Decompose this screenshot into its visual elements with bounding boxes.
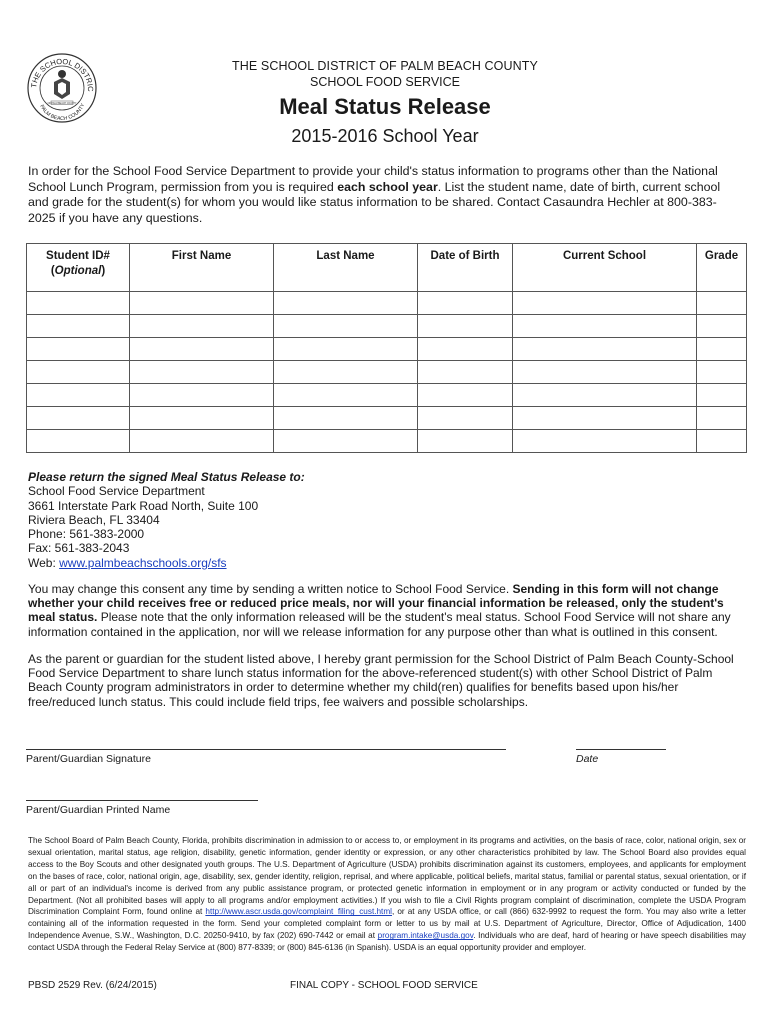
grade-cell[interactable] [697,430,747,453]
return-address-block [28,470,305,570]
return-phone: Phone: 561-383-2000 [28,527,145,542]
signature-label: Parent/Guardian Signature [26,753,151,765]
school-cell[interactable] [513,338,697,361]
first-name-cell[interactable] [130,407,274,430]
school-cell[interactable] [513,361,697,384]
student-id-cell[interactable] [27,361,130,384]
return-web-label: Web: [28,555,60,570]
header-date-of-birth: Date of Birth [418,244,513,292]
seal-ribbon-text: OF PALM BEACH COUNTY [47,102,77,105]
intro-paragraph [28,164,744,226]
legal-text-1: The School Board of Palm Beach County, Florida, prohibits discrimination in admission to or access to, or employment in its programs and activities, on the basis of race, color, national origin, sex or sexual orientation, marital status, age religion, disability, genetic information, gender identity or expression, or any other characteristics prohibited by law. The School Board also provides equal access to the Boy Scouts and other designated youth groups. The U.S. Department of Agriculture (USDA) prohibits discrimination against its customers, employees, and applicants for employment on the bases of race, color, national origin, age, disability, sex, gender identity, religion, reprisal, and where applicable, political beliefs, marital status, familial or parental status, sexual orientation, or if all or part of an individual's income is derived from any public assistance program, or protected genetic information in employment or in any program or activity conducted or funded by the Department. (Not all prohibited bases will apply to all programs and/or employment activities.) If you wish to file a Civil Rights program complaint of discrimination, complete the USDA Program Discrimination Complaint Form, found online at [28,836,746,917]
table-row [27,384,747,407]
last-name-cell[interactable] [274,361,418,384]
header-first-name: First Name [130,244,274,292]
first-name-cell[interactable] [130,315,274,338]
district-name: THE SCHOOL DISTRICT OF PALM BEACH COUNTY [232,59,538,73]
dob-cell[interactable] [418,361,513,384]
table-row [27,361,747,384]
return-department: School Food Service Department [28,484,205,499]
signature-line[interactable] [26,749,506,750]
school-cell[interactable] [513,407,697,430]
dob-cell[interactable] [418,292,513,315]
consent-text-start: You may change this consent any time by sending a written notice to School Food Service. [28,582,513,596]
legal-text-2: , or at any USDA office, or call (866) 632-9992 to request the form. You may also write a letter containing all of the information requested in the form. Send your completed complaint form or letter to us by mail at U.S. Department of Agriculture, Director, Office of Adjudication, 1400 Independence Avenue, S.W., Washington, D.C. 20250-9410, by fax (202) 690-7442 or email at [28,907,746,941]
school-cell[interactable] [513,430,697,453]
seal-bottom-text: PALM BEACH COUNTY [38,102,87,123]
seal-top-text: THE SCHOOL DISTRIC [29,56,96,92]
last-name-cell[interactable] [274,384,418,407]
grade-cell[interactable] [697,384,747,407]
student-id-cell[interactable] [27,338,130,361]
header-last-name: Last Name [274,244,418,292]
student-id-cell[interactable] [27,292,130,315]
header-current-school: Current School [513,244,697,292]
printed-name-line[interactable] [26,800,258,801]
grade-cell[interactable] [697,361,747,384]
printed-name-label: Parent/Guardian Printed Name [26,804,171,816]
consent-text-end: Please note that the only information released will be the student's meal status. School Food Service will not share any information contained in the application, nor will we release information for any purpose other than what is outlined in this consent. [28,610,731,639]
consent-paragraph [28,582,746,639]
last-name-cell[interactable] [274,407,418,430]
return-heading: Please return the signed Meal Status Release to: [28,470,305,484]
return-web-line [28,556,305,570]
usda-email-link[interactable]: program.intake@usda.gov [377,931,474,941]
last-name-cell[interactable] [274,315,418,338]
form-number: PBSD 2529 Rev. (6/24/2015) [28,980,157,991]
date-label: Date [576,753,599,765]
table-row [27,407,747,430]
page-title: Meal Status Release [279,94,491,119]
dob-cell[interactable] [418,338,513,361]
nondiscrimination-statement [28,835,746,954]
copy-label: FINAL COPY - SCHOOL FOOD SERVICE [290,980,478,991]
student-id-cell[interactable] [27,430,130,453]
school-cell[interactable] [513,384,697,407]
school-cell[interactable] [513,315,697,338]
dob-cell[interactable] [418,430,513,453]
first-name-cell[interactable] [130,292,274,315]
grade-cell[interactable] [697,292,747,315]
table-row [27,315,747,338]
date-line[interactable] [576,749,666,750]
complaint-form-link[interactable]: http://www.ascr.usda.gov/complaint_filing_cust.html [205,907,392,917]
header-optional-note: (Optional) [50,265,106,277]
grade-cell[interactable] [697,407,747,430]
grade-cell[interactable] [697,338,747,361]
table-row [27,292,747,315]
student-id-cell[interactable] [27,384,130,407]
school-cell[interactable] [513,292,697,315]
student-id-cell[interactable] [27,315,130,338]
first-name-cell[interactable] [130,338,274,361]
first-name-cell[interactable] [130,361,274,384]
grade-cell[interactable] [697,315,747,338]
table-row [27,430,747,453]
header-grade: Grade [697,244,747,292]
header-student-id [27,244,130,292]
student-table [26,243,747,453]
intro-text-end: . List the student name, date of birth, current school and grade for the student(s) for whom you would like status information to be shared. Contact Casaundra Hechler at 800-383-2025 if you have any questions. [28,179,721,225]
return-fax: Fax: 561-383-2043 [28,541,130,556]
table-row [27,338,747,361]
dob-cell[interactable] [418,315,513,338]
intro-text-start: In order for the School Food Service Department to provide your child's status information to programs other than the National School Lunch Program, permission from you is required [28,164,718,194]
header-student-id-label: Student ID# [46,250,110,262]
first-name-cell[interactable] [130,384,274,407]
last-name-cell[interactable] [274,430,418,453]
dob-cell[interactable] [418,407,513,430]
table-header-row [27,244,747,292]
consent-emphasis: Sending in this form will not change whether your child receives free or reduced price meals, nor will your financial information be released, only the student's meal status. [28,582,724,625]
intro-emphasis: each school year [337,179,438,194]
service-name: SCHOOL FOOD SERVICE [309,75,461,89]
return-street: 3661 Interstate Park Road North, Suite 100 [28,498,259,513]
last-name-cell[interactable] [274,292,418,315]
last-name-cell[interactable] [274,338,418,361]
website-link[interactable]: www.palmbeachschools.org/sfs [59,555,227,570]
dob-cell[interactable] [418,384,513,407]
return-city: Riviera Beach, FL 33404 [28,512,160,527]
legal-text-3: . Individuals who are deaf, hard of hearing or have speech disabilities may contact USDA through the Federal Relay Service at (800) 877-8339; or (800) 845-6136 (in Spanish). USDA is an equal opportunity provider and employer. [28,931,746,953]
school-year: 2015-2016 School Year [291,126,479,146]
permission-paragraph: As the parent or guardian for the student listed above, I hereby grant permission for the School District of Palm Beach County-School Food Service Department to share lunch status information for the above-referenced student(s) with other School District of Palm Beach County program administrators in order to determine whether my child(ren) qualifies for benefits based upon his/her free/reduced lunch status. This could include field trips, fee waivers and possible scholarships. [28,652,734,709]
first-name-cell[interactable] [130,430,274,453]
student-id-cell[interactable] [27,407,130,430]
